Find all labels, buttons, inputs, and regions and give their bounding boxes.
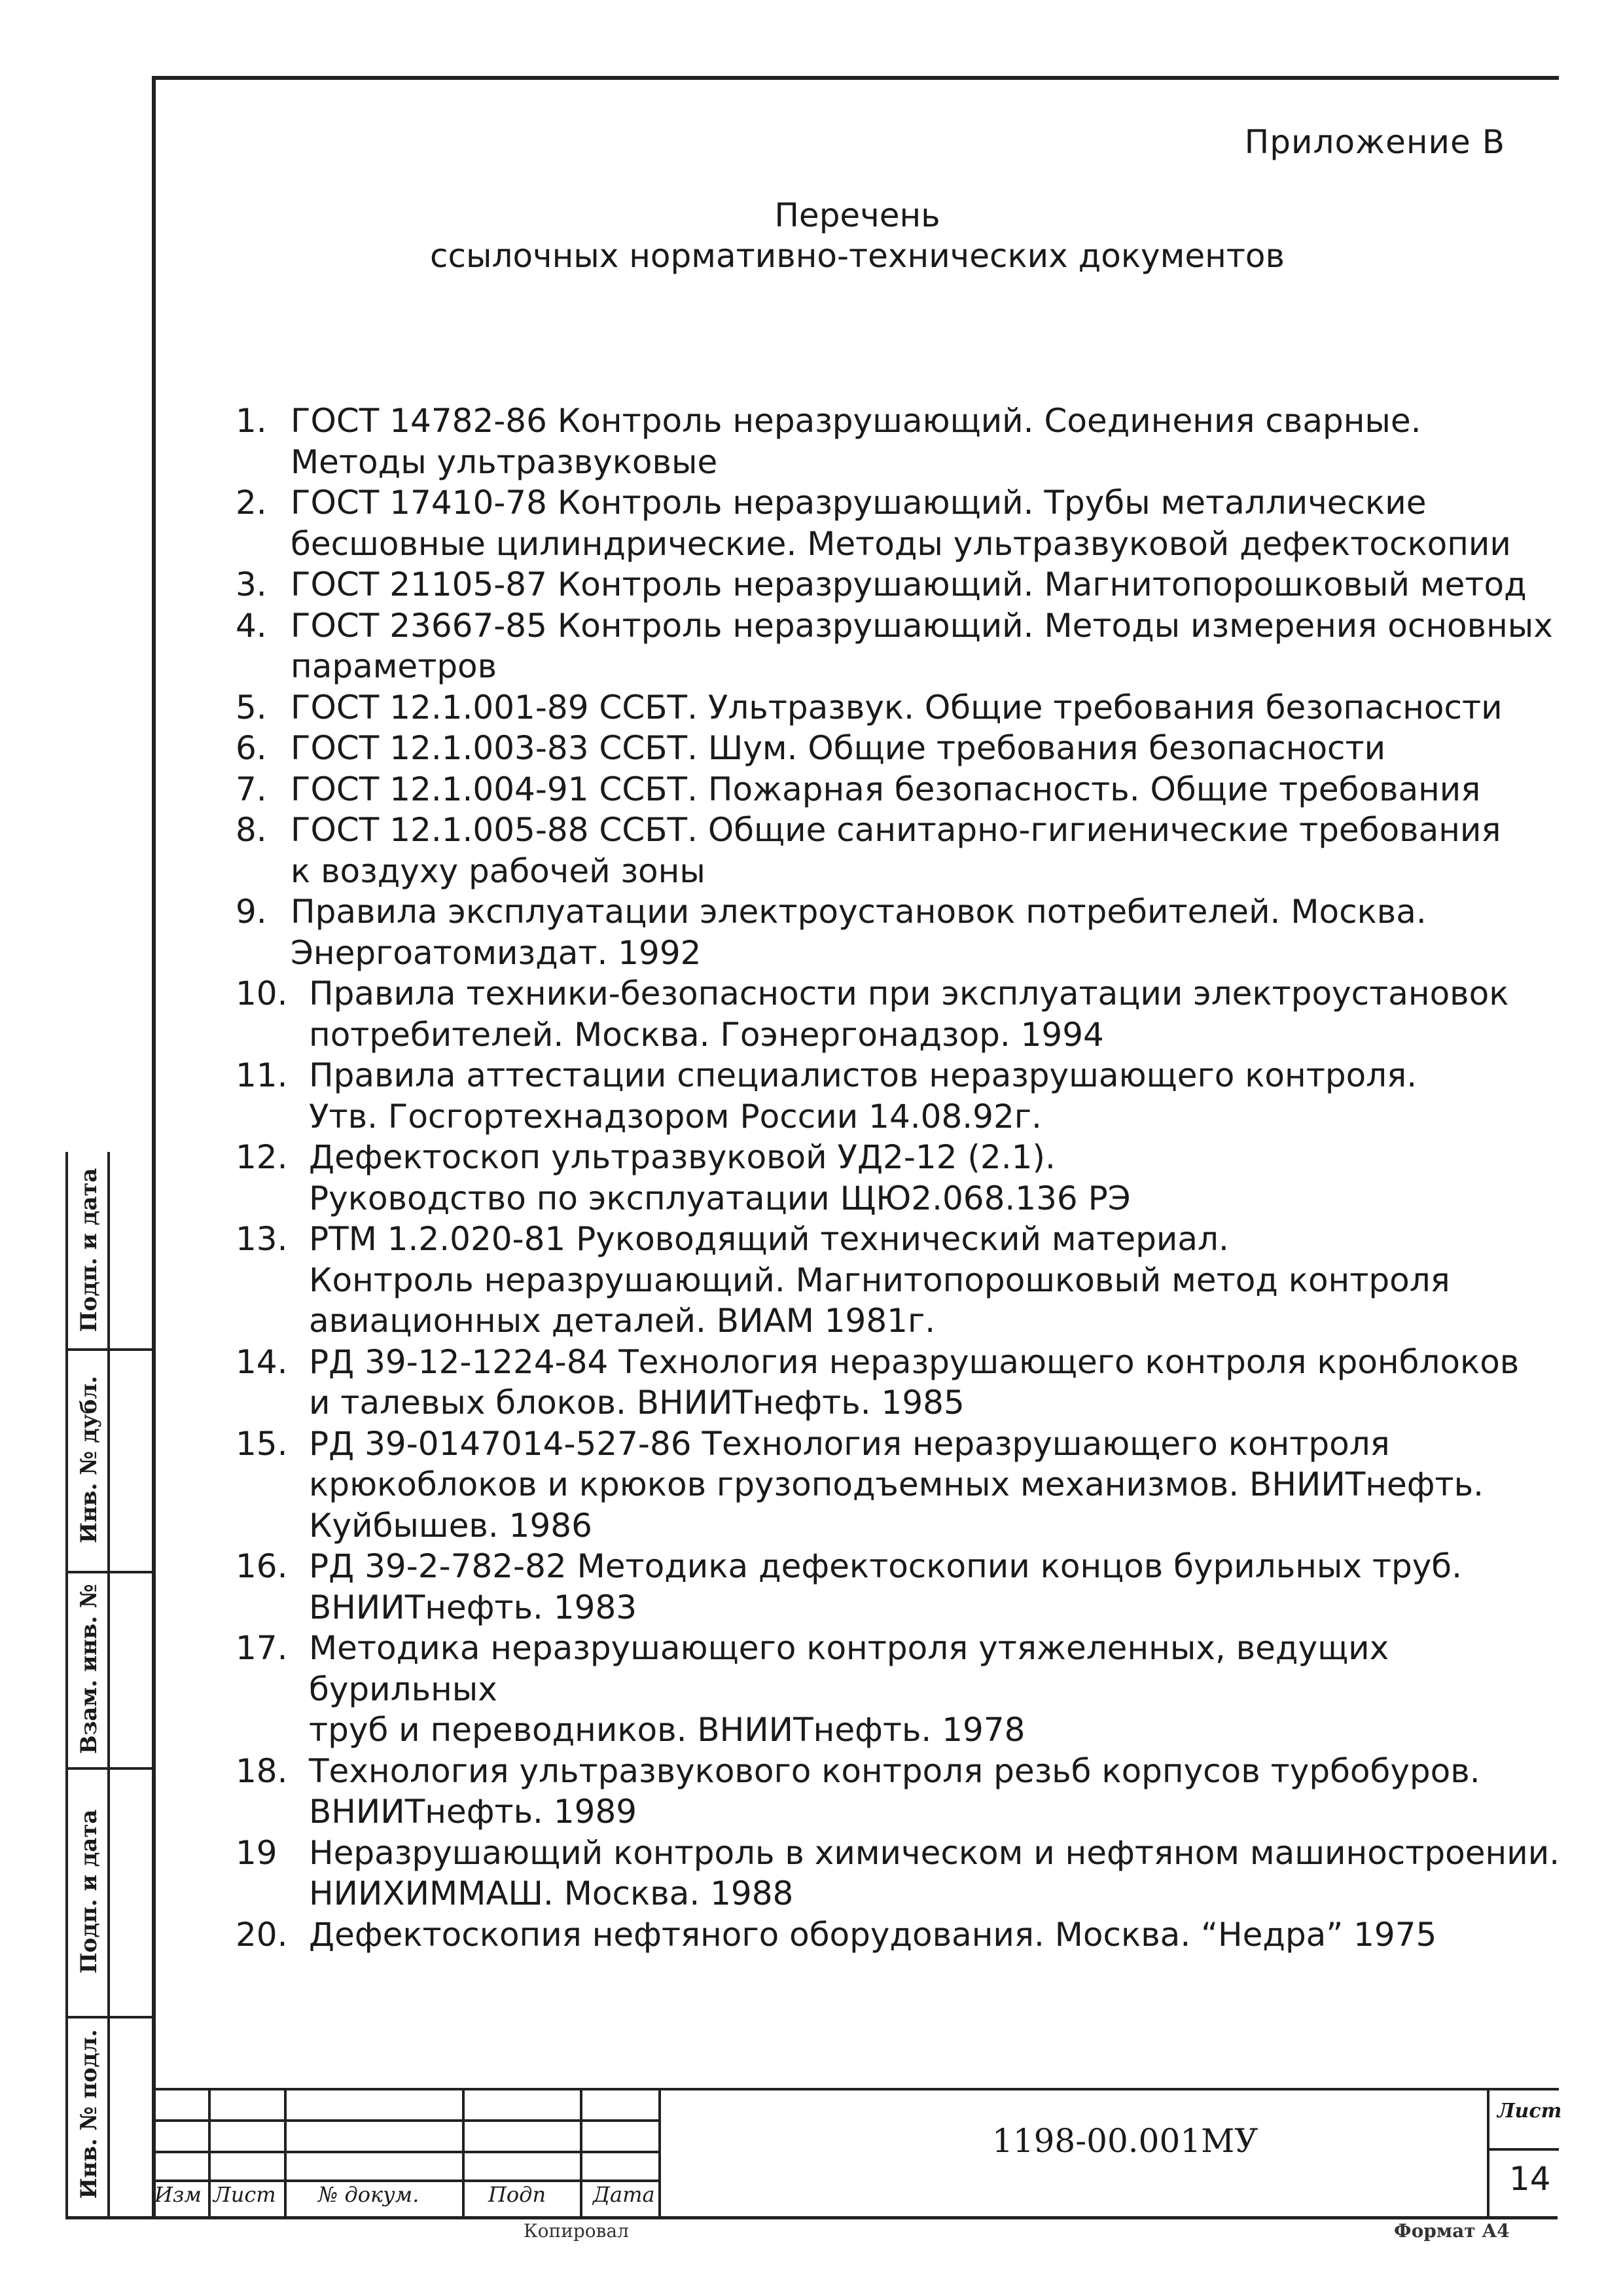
item-text: Дефектоскопия нефтяного оборудования. Москва. “Недра” 1975 (309, 1915, 1437, 1954)
stamp-row-line (154, 2119, 658, 2122)
appendix-label: Приложение В (1244, 123, 1505, 161)
side-label: Инв. № подл. (76, 2029, 102, 2199)
list-item (236, 1424, 1564, 1547)
list-item (236, 605, 1564, 687)
side-stamp-strip (65, 1152, 154, 2216)
strip-border (65, 1152, 68, 2216)
item-number: 15. (236, 1424, 288, 1463)
list-item (236, 482, 1564, 564)
item-number: 3. (236, 565, 267, 603)
item-text: РД 39-2-782-82 Методика дефектоскопии концов бурильных труб. ВНИИТнефть. 1983 (309, 1547, 1463, 1626)
strip-row-line (65, 1767, 154, 1770)
item-number: 10. (236, 975, 288, 1013)
item-number: 13. (236, 1220, 288, 1258)
item-number: 5. (236, 688, 267, 726)
stamp-col-label: Лист (213, 2182, 276, 2207)
item-text: РТМ 1.2.020-81 Руководящий технический материал. Контроль неразрушающий. Магнитопорошковый метод контроля авиационных деталей. ВИАМ 1981г. (309, 1220, 1450, 1340)
sheet-label: Лист (1497, 2100, 1562, 2123)
item-text: РД 39-12-1224-84 Технология неразрушающего контроля кронблоков и талевых блоков. ВНИИТнефть. 1985 (309, 1342, 1520, 1422)
frame-bottom-border (65, 2216, 1558, 2219)
side-label: Инв. № дубл. (76, 1375, 102, 1544)
item-number: 17. (236, 1629, 288, 1667)
stamp-col-line (284, 2088, 287, 2216)
item-number: 9. (236, 893, 267, 931)
list-item (236, 769, 1564, 810)
reference-list (236, 401, 1564, 1955)
item-text: ГОСТ 12.1.003-83 ССБТ. Шум. Общие требования безопасности (291, 729, 1386, 767)
side-label: Подп. и дата (76, 1168, 102, 1333)
item-number: 11. (236, 1056, 288, 1094)
item-text: Методика неразрушающего контроля утяжеленных, ведущих бурильных труб и переводников. ВНИИТнефть. 1978 (309, 1629, 1389, 1749)
stamp-col-line (462, 2088, 465, 2216)
list-item (236, 891, 1564, 973)
item-number: 20. (236, 1915, 288, 1954)
list-item (236, 1751, 1564, 1833)
list-item (236, 687, 1564, 728)
list-item (236, 728, 1564, 769)
item-text: ГОСТ 12.1.005-88 ССБТ. Общие санитарно-гигиенические требования к воздуху рабочей зоны (291, 811, 1501, 890)
stamp-col-line (580, 2088, 582, 2216)
stamp-col-label: Дата (593, 2182, 655, 2207)
side-label: Подп. и дата (76, 1809, 102, 1974)
stamp-col-line (658, 2088, 661, 2216)
side-label: Взам. инв. № (76, 1583, 102, 1755)
page-title: Перечень (774, 196, 940, 234)
list-item (236, 564, 1564, 605)
stamp-col-label: Подп (488, 2182, 546, 2207)
list-item (236, 1055, 1564, 1137)
item-text: Правила аттестации специалистов неразрушающего контроля. Утв. Госгортехнадзором России 14.08.92г. (309, 1056, 1418, 1136)
item-text: Правила эксплуатации электроустановок потребителей. Москва. Энергоатомиздат. 1992 (291, 893, 1427, 972)
list-item (236, 1833, 1564, 1914)
stamp-col-label: № докум. (318, 2182, 419, 2207)
item-number: 14. (236, 1342, 288, 1381)
stamp-col-line (1487, 2088, 1489, 2216)
stamp-top-line (154, 2088, 1559, 2090)
list-item (236, 973, 1564, 1055)
frame-top-border (152, 76, 1559, 80)
item-text: ГОСТ 23667-85 Контроль неразрушающий. Методы измерения основных параметров (291, 606, 1553, 685)
title-block (154, 2088, 1562, 2216)
strip-row-line (65, 1348, 154, 1351)
list-item (236, 1628, 1564, 1751)
item-number: 18. (236, 1751, 288, 1790)
sheet-number: 14 (1509, 2160, 1551, 2198)
item-text: РД 39-0147014-527-86 Технология неразрушающего контроля крюкоблоков и крюков грузоподъемных механизмов. ВНИИТнефть. Куйбышев. 1986 (309, 1424, 1484, 1545)
item-number: 1. (236, 402, 267, 440)
item-text: Правила техники-безопасности при эксплуатации электроустановок потребителей. Москва. Гоэнергонадзор. 1994 (309, 975, 1509, 1054)
item-number: 19 (236, 1833, 277, 1872)
list-item (236, 1914, 1564, 1956)
stamp-sheet-line (1487, 2148, 1559, 2151)
footer-format: Формат А4 (1394, 2220, 1510, 2242)
item-number: 2. (236, 484, 267, 522)
stamp-col-label: Изм (154, 2182, 202, 2207)
item-text: Дефектоскоп ультразвуковой УД2-12 (2.1). Руководство по эксплуатации ЩЮ2.068.136 РЭ (309, 1138, 1131, 1217)
item-number: 4. (236, 606, 267, 645)
item-number: 16. (236, 1547, 288, 1585)
item-number: 12. (236, 1138, 288, 1176)
page-subtitle: ссылочных нормативно-технических документов (430, 237, 1285, 275)
item-number: 6. (236, 729, 267, 767)
list-item (236, 1342, 1564, 1424)
item-number: 7. (236, 770, 267, 808)
list-item (236, 1546, 1564, 1628)
item-text: ГОСТ 12.1.001-89 ССБТ. Ультразвук. Общие требования безопасности (291, 688, 1503, 726)
item-text: ГОСТ 17410-78 Контроль неразрушающий. Трубы металлические бесшовные цилиндрические. Методы ультразвуковой дефектоскопии (291, 484, 1511, 563)
document-number: 1198-00.001МУ (992, 2122, 1258, 2160)
footer-copied: Копировал (524, 2220, 629, 2242)
item-text: ГОСТ 21105-87 Контроль неразрушающий. Магнитопорошковый метод (291, 565, 1527, 603)
list-item (236, 810, 1564, 891)
stamp-col-line (208, 2088, 211, 2216)
item-number: 8. (236, 811, 267, 849)
list-item (236, 1137, 1564, 1219)
list-item (236, 1219, 1564, 1342)
item-text: ГОСТ 14782-86 Контроль неразрушающий. Соединения сварные. Методы ультразвуковые (291, 402, 1421, 481)
stamp-row-line (154, 2151, 658, 2153)
item-text: Неразрушающий контроль в химическом и нефтяном машиностроении. НИИХИММАШ. Москва. 1988 (309, 1833, 1560, 1912)
item-text: ГОСТ 12.1.004-91 ССБТ. Пожарная безопасность. Общие требования (291, 770, 1481, 808)
item-text: Технология ультразвукового контроля резьб корпусов турбобуров. ВНИИТнефть. 1989 (309, 1751, 1480, 1831)
list-item (236, 401, 1564, 482)
